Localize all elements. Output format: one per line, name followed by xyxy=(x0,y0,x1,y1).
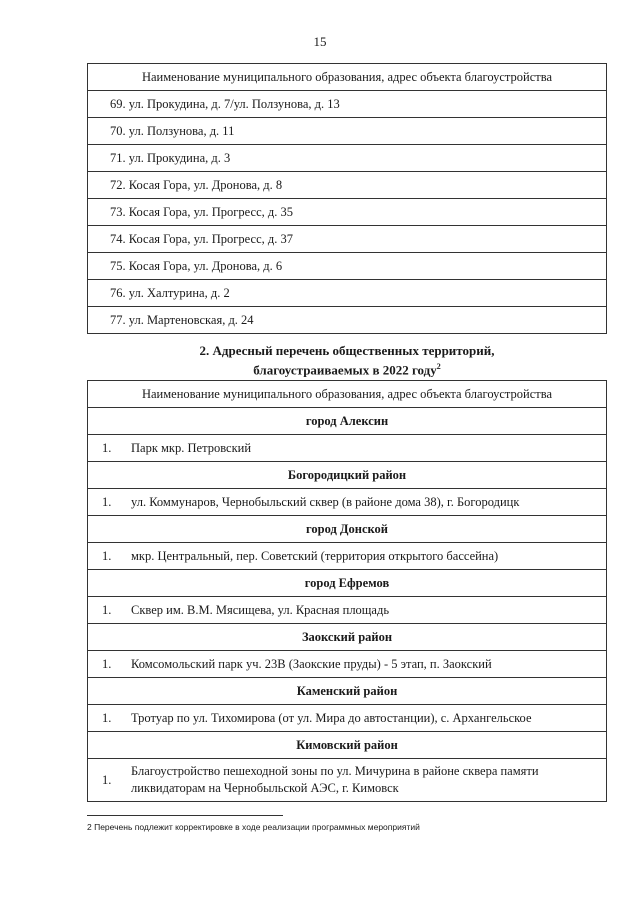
row-number: 1. xyxy=(88,705,126,732)
footnote-divider xyxy=(87,815,283,816)
table-header: Наименование муниципального образования, адрес объекта благоустройства xyxy=(88,64,607,91)
group-heading: Каменский район xyxy=(88,678,607,705)
row-number: 1. xyxy=(88,759,126,802)
group-heading: Кимовский район xyxy=(88,732,607,759)
row-address: ул. Коммунаров, Чернобыльский сквер (в районе дома 38), г. Богородицк xyxy=(125,489,607,516)
row-number: 1. xyxy=(88,543,126,570)
row-number: 1. xyxy=(88,435,126,462)
section-title-line-1: 2. Адресный перечень общественных территорий, xyxy=(199,343,495,358)
section-title-text: благоустраиваемых в 2022 году xyxy=(253,362,437,378)
row-number: 1. xyxy=(88,597,126,624)
public-territories-table xyxy=(87,380,607,802)
group-heading: город Донской xyxy=(88,516,607,543)
row-number: 1. xyxy=(88,651,126,678)
table-row: 75. Косая Гора, ул. Дронова, д. 6 xyxy=(88,253,607,280)
table-row: 71. ул. Прокудина, д. 3 xyxy=(88,145,607,172)
row-address: Сквер им. В.М. Мясищева, ул. Красная площадь xyxy=(125,597,607,624)
row-address: Парк мкр. Петровский xyxy=(125,435,607,462)
group-heading: город Ефремов xyxy=(88,570,607,597)
table-row: 76. ул. Халтурина, д. 2 xyxy=(88,280,607,307)
row-address: Комсомольский парк уч. 23В (Заокские пруды) - 5 этап, п. Заокский xyxy=(125,651,607,678)
footnote: 2 Перечень подлежит корректировке в ходе реализации программных мероприятий xyxy=(87,822,420,832)
address-table-continued xyxy=(87,63,607,334)
group-heading: Заокский район xyxy=(88,624,607,651)
table-row: 77. ул. Мартеновская, д. 24 xyxy=(88,307,607,334)
table-row: 73. Косая Гора, ул. Прогресс, д. 35 xyxy=(88,199,607,226)
footnote-marker: 2 xyxy=(436,362,441,371)
row-address: Благоустройство пешеходной зоны по ул. Мичурина в районе сквера памяти ликвидаторам на Чернобыльской АЭС, г. Кимовск xyxy=(125,759,607,802)
table-row: 70. ул. Ползунова, д. 11 xyxy=(88,118,607,145)
section-title xyxy=(87,343,607,378)
page-number: 15 xyxy=(313,34,327,49)
row-number: 1. xyxy=(88,489,126,516)
table-row: 74. Косая Гора, ул. Прогресс, д. 37 xyxy=(88,226,607,253)
table-row: 69. ул. Прокудина, д. 7/ул. Ползунова, д. 13 xyxy=(88,91,607,118)
group-heading: город Алексин xyxy=(88,408,607,435)
row-address: Тротуар по ул. Тихомирова (от ул. Мира до автостанции), с. Архангельское xyxy=(125,705,607,732)
table-header: Наименование муниципального образования, адрес объекта благоустройства xyxy=(88,381,607,408)
table-row: 72. Косая Гора, ул. Дронова, д. 8 xyxy=(88,172,607,199)
group-heading: Богородицкий район xyxy=(88,462,607,489)
row-address: мкр. Центральный, пер. Советский (территория открытого бассейна) xyxy=(125,543,607,570)
section-title-line-2 xyxy=(87,359,607,378)
